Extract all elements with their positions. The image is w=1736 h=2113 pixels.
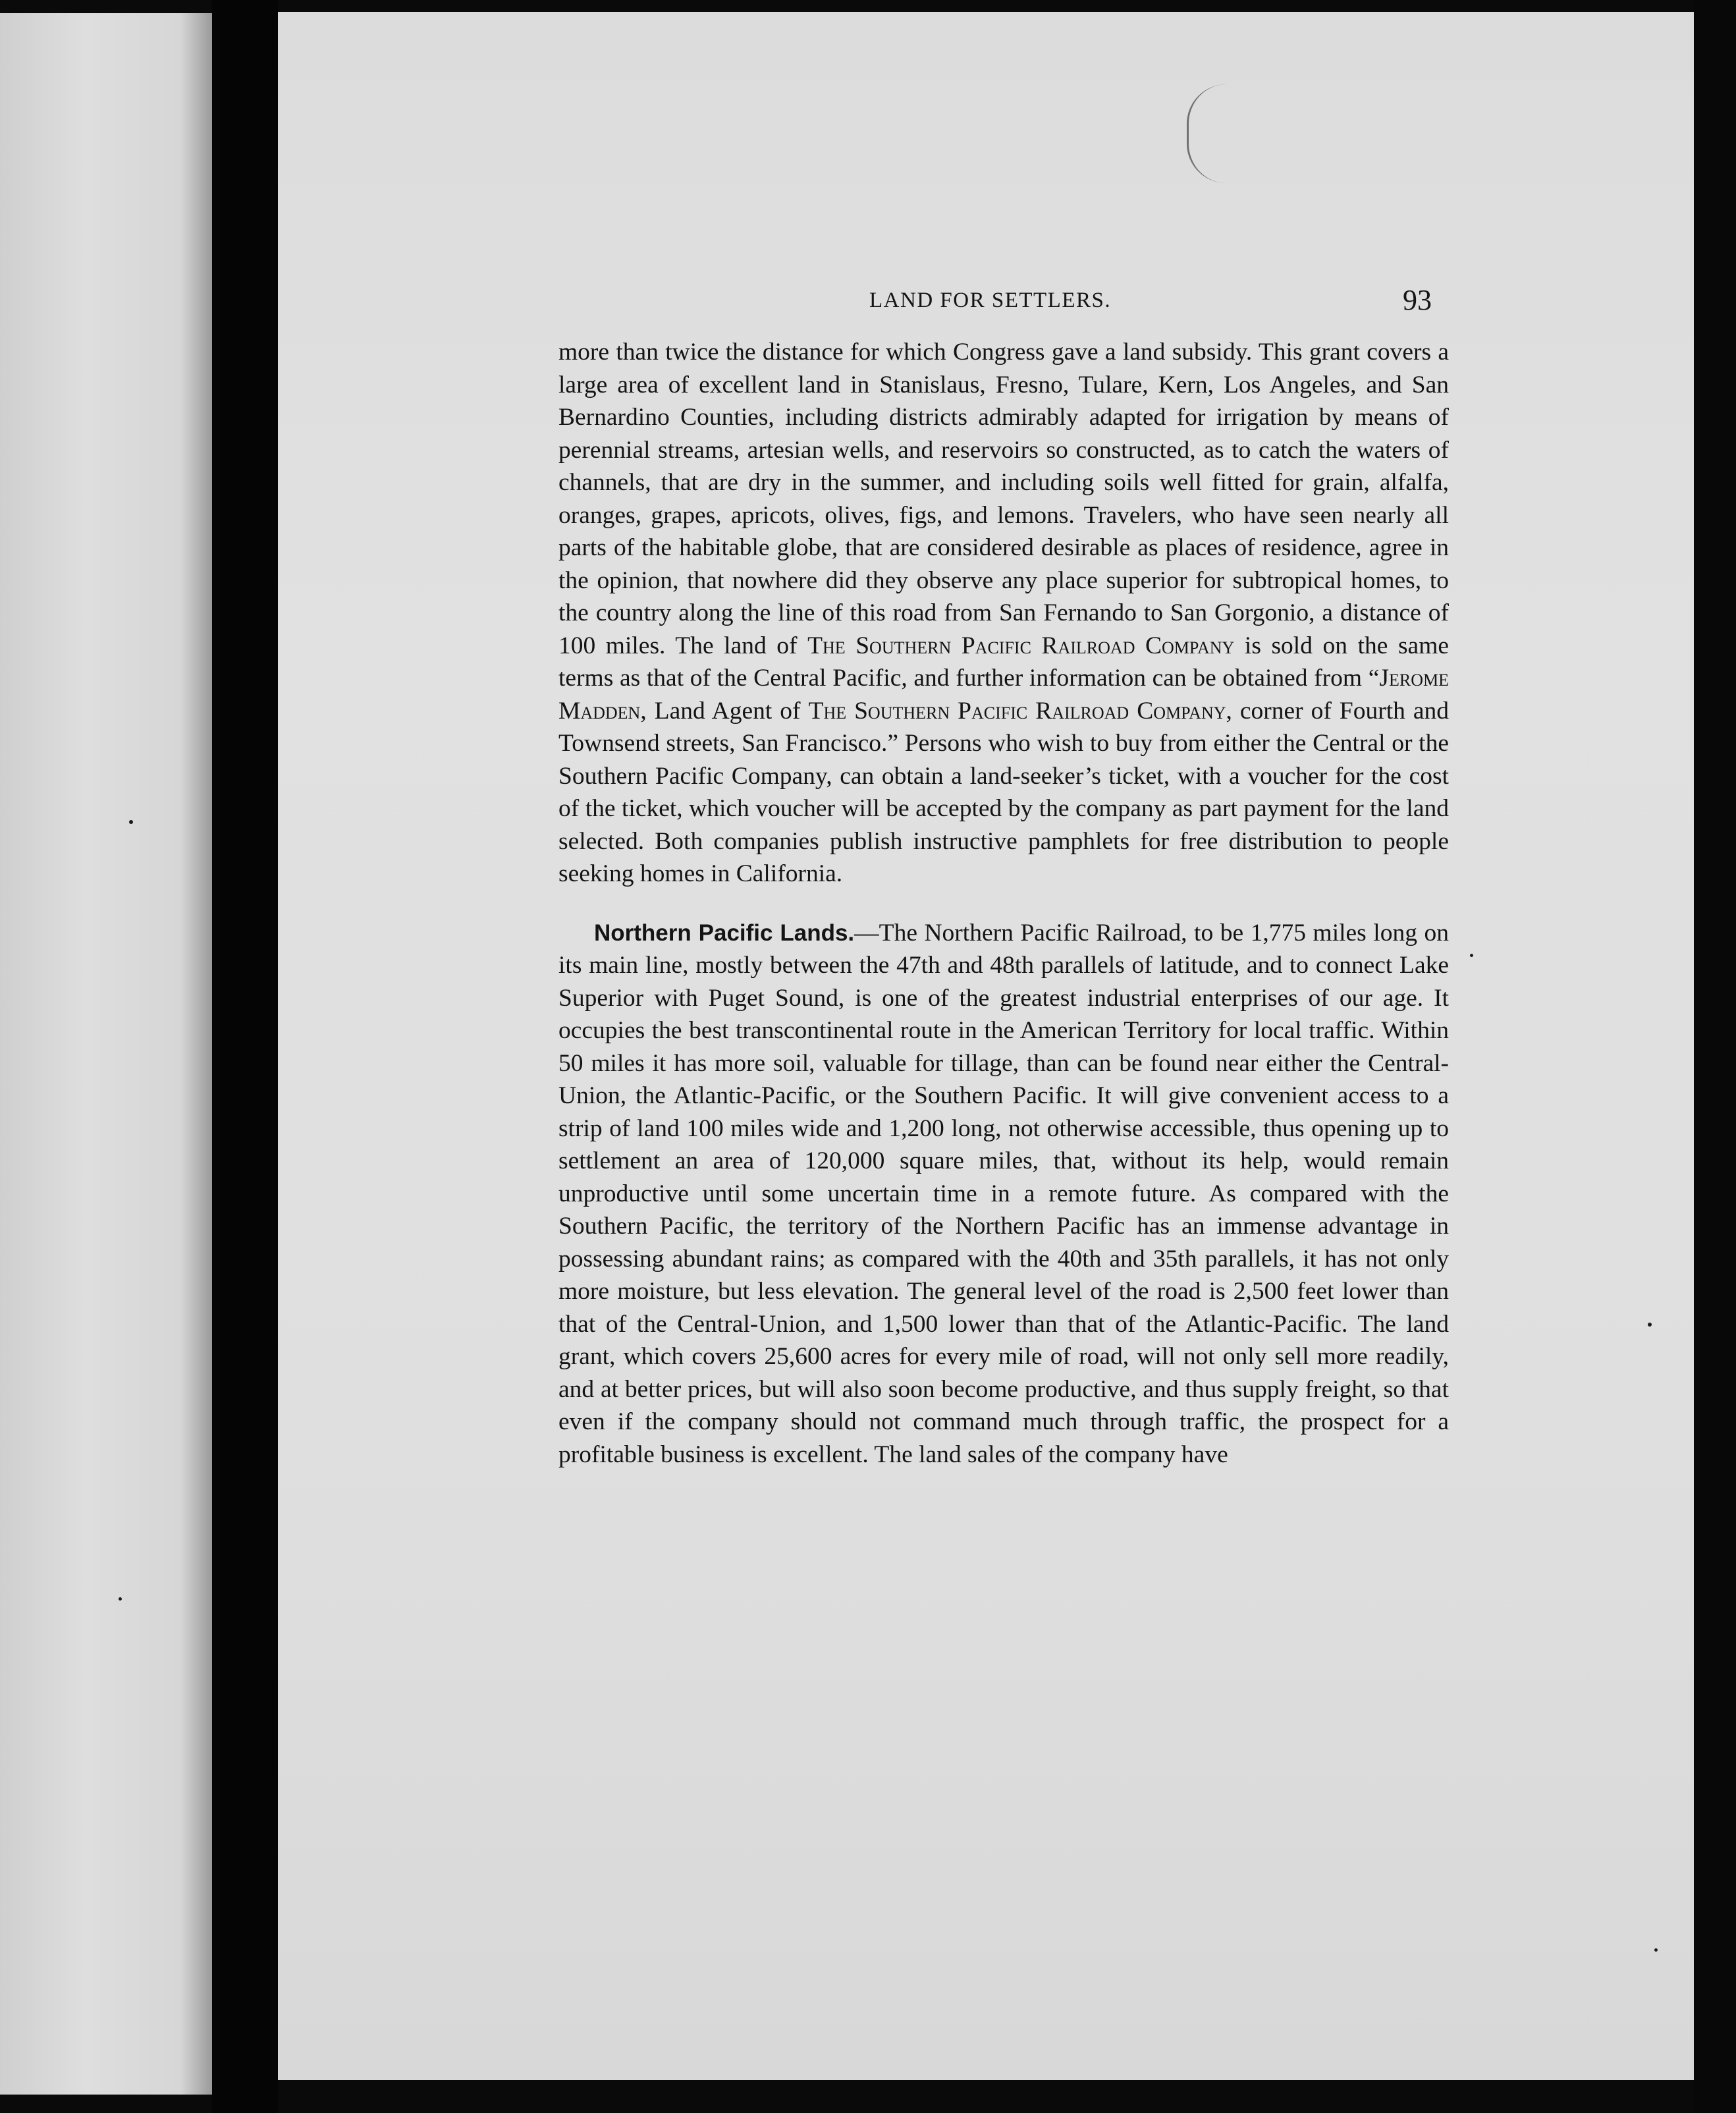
paragraph-text: is sold on the same terms as that of the Central Pacific, and further information can be obtained from “ — [558, 632, 1450, 692]
dust-speck — [119, 1597, 122, 1601]
dust-speck — [1654, 1948, 1658, 1952]
paragraph-text: , Land Agent of — [640, 697, 809, 725]
running-head: LAND FOR SETTLERS. — [869, 288, 1112, 312]
dust-speck — [129, 820, 133, 824]
paragraph-text: more than twice the distance for which Congress gave a land subsidy. This grant covers a large area of excellent land in Stanislaus, Fresno, Tulare, Kern, Los Angeles, and San Bernardino Counties, including districts admirably adapted for irrigation by means of perennial streams, artesian wells, and reservoirs so constructed, as to catch the waters of channels, that are dry in the summer, and including soils well fitted for grain, alfalfa, oranges, grapes, apricots, olives, figs, and lemons. Travelers, who have seen nearly all parts of the habitable globe, that are considered desirable as places of residence, agree in the opinion, that nowhere did they observe any place superior for subtropical homes, to the country along the line of this road from San Fernando to San Gorgonio, a distance of 100 miles. The land of — [558, 339, 1449, 659]
paragraph-text: , corner of Fourth and Townsend streets, San Francisco.” Persons who wish to buy from either the Central or the Southern Pacific Company, can obtain a land-seeker’s ticket, with a voucher for the cost of the ticket, which voucher will be accepted by the company as part payment for the land selected. Both companies publish instructive pamphlets for free distribution to people seeking homes in California. — [558, 697, 1449, 887]
left-facing-page — [0, 13, 212, 2095]
book-gutter — [212, 0, 278, 2113]
scratch-mark — [1187, 84, 1228, 183]
company-name: The Southern Pacific Railroad Company — [807, 632, 1235, 659]
section-heading: Northern Pacific Lands. — [594, 919, 855, 946]
body-text — [558, 336, 1449, 1471]
dust-speck — [1470, 954, 1473, 957]
paragraph-northern-pacific — [558, 917, 1449, 1471]
paragraph-continued — [558, 336, 1449, 891]
page-number: 93 — [1403, 284, 1432, 316]
dust-speck — [1648, 1323, 1652, 1327]
right-page-edge — [1694, 0, 1736, 2113]
agent-name: Jerome Madden — [558, 665, 1449, 725]
company-name: The Southern Pacific Railroad Company — [808, 697, 1226, 725]
paragraph-text: —The Northern Pacific Railroad, to be 1,775 miles long on its main line, mostly between the 47th and 48th parallels of latitude, and to connect Lake Superior with Puget Sound, is one of the greatest industrial enterprises of our age. It occupies the best transcontinental route in the American Territory for local traffic. Within 50 miles it has more soil, valuable for tillage, than can be found near either the Central-Union, the Atlantic-Pacific, or the Southern Pacific. It will give convenient access to a strip of land 100 miles wide and 1,200 long, not otherwise accessible, thus opening up to settlement an area of 120,000 square miles, that, without its help, would remain unproductive until some uncertain time in a remote future. As compared with the Southern Pacific, the territory of the Northern Pacific has an immense advantage in possessing abundant rains; as compared with the 40th and 35th parallels, it has not only more moisture, but less elevation. The general level of the road is 2,500 feet lower than that of the Central-Union, and 1,500 lower than that of the Atlantic-Pacific. The land grant, which covers 25,600 acres for every mile of road, will not only sell more readily, and at better prices, but will also soon become productive, and thus supply freight, so that even if the company should not command much through traffic, the prospect for a profitable business is excellent. The land sales of the company have — [558, 919, 1449, 1468]
